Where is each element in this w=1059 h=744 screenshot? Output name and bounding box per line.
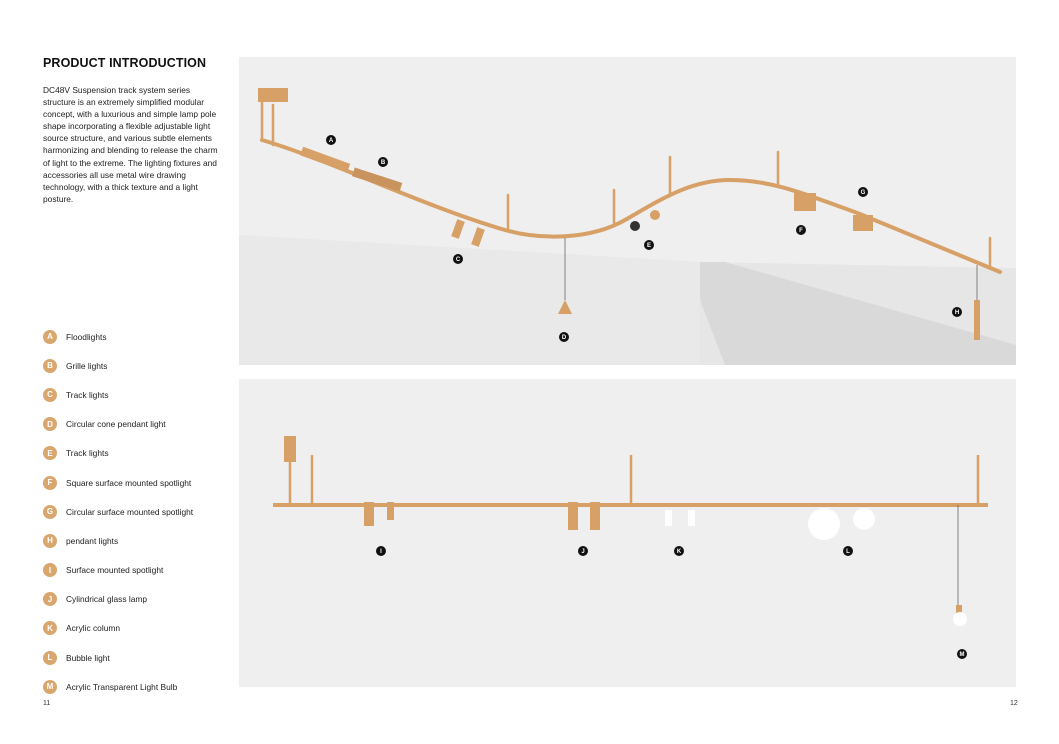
legend-label: pendant lights xyxy=(66,535,119,546)
legend-item xyxy=(43,410,193,439)
letter-badge: J xyxy=(43,592,57,606)
legend-item xyxy=(43,672,193,701)
letter-badge: I xyxy=(43,563,57,577)
legend-item xyxy=(43,322,193,351)
product-legend xyxy=(43,322,193,701)
svg-text:F: F xyxy=(799,228,803,234)
legend-item xyxy=(43,614,193,643)
track-system-ceiling-render xyxy=(239,57,1016,365)
legend-item xyxy=(43,380,193,409)
letter-badge: F xyxy=(43,476,57,490)
svg-text:J: J xyxy=(581,549,585,555)
track-system-elevation-render xyxy=(239,379,1016,687)
legend-item xyxy=(43,643,193,672)
legend-label: Grille lights xyxy=(66,360,108,371)
legend-item xyxy=(43,439,193,468)
letter-badge: G xyxy=(43,505,57,519)
letter-badge: H xyxy=(43,534,57,548)
legend-label: Track lights xyxy=(66,448,109,459)
legend-item xyxy=(43,526,193,555)
legend-label: Cylindrical glass lamp xyxy=(66,594,147,605)
svg-text:M: M xyxy=(959,652,965,658)
legend-item xyxy=(43,468,193,497)
svg-text:H: H xyxy=(954,310,960,316)
legend-label: Bubble light xyxy=(66,652,110,663)
legend-label: Square surface mounted spotlight xyxy=(66,477,192,488)
letter-badge: B xyxy=(43,359,57,373)
svg-text:L: L xyxy=(846,549,850,555)
legend-item xyxy=(43,497,193,526)
svg-text:E: E xyxy=(646,243,652,249)
legend-label: Circular surface mounted spotlight xyxy=(66,506,194,517)
intro-paragraph: DC48V Suspension track system series structure is an extremely simplified modular concept, with a luxurious and simple lamp pole shape incorporating a flexible adjustable light source structure, and various subtle elements harmonizing and blending to release the charm of light to the extreme. The lighting fixtures and accessories all use metal wire drawing technology, with a thick texture and a light posture. xyxy=(43,85,218,204)
legend-label: Acrylic column xyxy=(66,623,120,634)
svg-text:G: G xyxy=(860,190,866,196)
legend-label: Surface mounted spotlight xyxy=(66,565,164,576)
letter-badge: L xyxy=(43,651,57,665)
letter-badge: A xyxy=(43,330,57,344)
legend-item xyxy=(43,585,193,614)
letter-badge: C xyxy=(43,388,57,402)
page-number-left: 11 xyxy=(43,700,51,707)
svg-text:C: C xyxy=(455,257,461,263)
letter-badge: E xyxy=(43,446,57,460)
letter-badge: M xyxy=(43,680,57,694)
letter-badge: K xyxy=(43,621,57,635)
svg-text:D: D xyxy=(561,335,567,341)
svg-text:A: A xyxy=(328,138,334,144)
legend-label: Floodlights xyxy=(66,331,107,342)
svg-text:B: B xyxy=(380,160,386,166)
legend-item xyxy=(43,556,193,585)
page-number-right: 12 xyxy=(1010,700,1018,707)
page-title: PRODUCT INTRODUCTION xyxy=(43,56,207,70)
legend-item xyxy=(43,351,193,380)
legend-label: Acrylic Transparent Light Bulb xyxy=(66,681,178,692)
letter-badge: D xyxy=(43,417,57,431)
svg-text:I: I xyxy=(380,549,382,555)
legend-label: Circular cone pendant light xyxy=(66,419,166,430)
legend-label: Track lights xyxy=(66,389,109,400)
svg-text:K: K xyxy=(676,549,682,555)
